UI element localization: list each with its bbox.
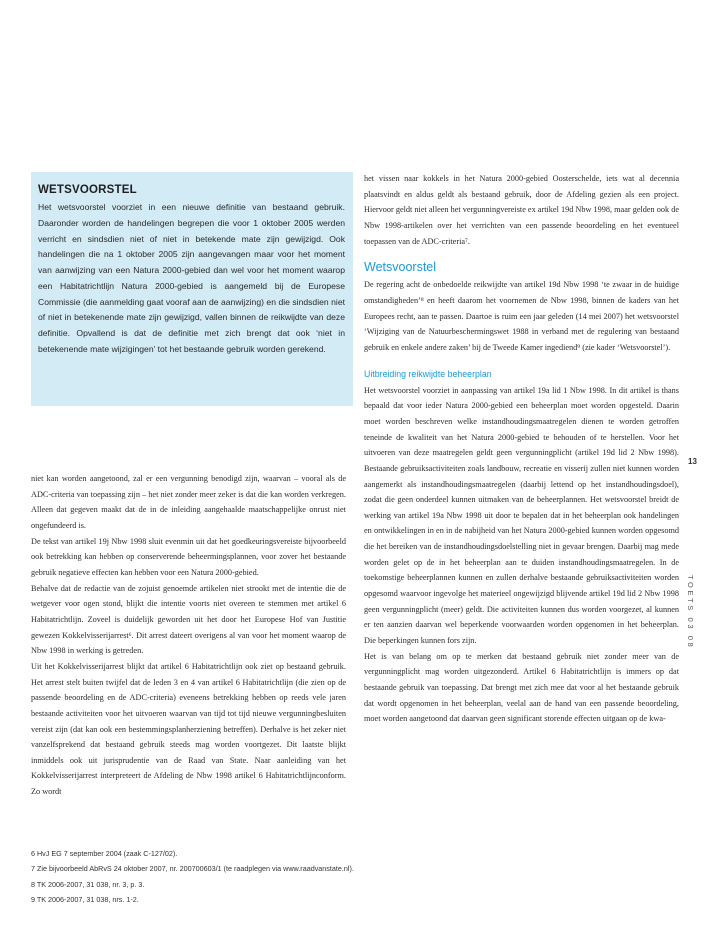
left-paragraph-2: De tekst van artikel 19j Nbw 1998 sluit evenmin uit dat het goedkeuringsvereiste bijvoorbeeld ook betrekking kan hebben op conserverende beheermingsplannen, voor zover het bestaande gebruik negatieve effecten kan hebben voor een Natura 2000-gebied. [31,536,346,577]
section-paragraph: De regering acht de onbedoelde reikwijdte van artikel 19d Nbw 1998 ‘te zwaar in de huidige omstandigheden’⁸ en heeft daarom het voornemen de Nbw 1998, binnen de kaders van het Europees recht, aan te passen. Daartoe is ruim een jaar geleden (14 mei 2007) het wetsvoorstel ‘Wijziging van de Natuurbeschermingswet 1988 in verband met de regulering van bestaand gebruik en enkele andere zaken’ bij de Tweede Kamer ingediend⁹ (zie kader ‘Wetsvoorstel’). [364,280,679,352]
right-intro-paragraph: het vissen naar kokkels in het Natura 2000-gebied Oosterschelde, iets wat al decennia plaatsvindt en aldus geldt als bestaand gebruik, door de Afdeling gezien als een project. Hiervoor geldt niet alleen het vergunningvereiste ex artikel 19d Nbw 1998, maar gelden ook de Nbw 1998-artikelen over het verrichten van een passende beoordeling en het eventueel toepassen van de ADC-criteria⁷. [364,174,679,246]
footnote-9: 9 TK 2006-2007, 31 038, nrs. 1-2. [31,894,139,904]
sidebar-body: Het wetsvoorstel voorziet in een nieuwe definitie van bestaand gebruik. Daaronder worden de handelingen begrepen die voor 1 oktober 2005 werden verricht en sindsdien niet of niet in betekende mate zijn gewijzigd. Ook handelingen die na 1 oktober 2005 zijn aangevangen maar voor het moment van aanwijzing van een Natura 2000-gebied dan wel voor het moment waarop een Habitatrichtlijn Natura 2000-gebied is aangemeld bij de Europese Commissie (die aanmelding gaat vooraf aan de aanwijzing) en die sindsdien niet of niet in betekenende mate zijn gewijzigd, vallen binnen de reikwijdte van deze definitie. Opvallend is dat de definitie met zich brengt dat ook ‘niet in betekenende mate wijzigingen’ tot het bestaande gebruik worden gerekend. [38,202,345,354]
footnotes [31,846,651,907]
left-paragraph-3: Behalve dat de redactie van de zojuist genoemde artikelen niet strookt met de intentie die de wetgever voor ogen stond, blijkt die intentie voorts niet overeen te stemmen met artikel 6 Habitatrichtlijn. Zoveel is duidelijk geworden uit het door het Europese Hof van Justitie gewezen Kokkelvisserijarrest⁶. Dit arrest dateert overigens al van voor het moment waarop de Nbw 1998 in werking is getreden. [31,583,346,656]
footnote-8: 8 TK 2006-2007, 31 038, nr. 3, p. 3. [31,879,145,889]
sidebar-title: WETSVOORSTEL [38,184,137,196]
subsection-paragraph-1: Het wetsvoorstel voorziet in aanpassing van artikel 19a lid 1 Nbw 1998. In dit artikel is thans bepaald dat voor ieder Natura 2000-gebied een beheerplan moet worden opgesteld. Daarin moet worden beschreven welke instandhoudingsmaatregelen dienen te worden getroffen teneinde de kwaliteit van het Natura 2000-gebied te behouden of te herstellen. Voor het uitvoeren van deze maatregelen geldt geen vergunningplicht (artikel 19d lid 2 Nbw 1998). Bestaande gebruiksactiviteiten zoals landbouw, recreatie en visserij zullen niet kunnen worden aangemerkt als instandhoudingsmaatregelen (daarbij lettend op het instandhoudingsdoel), zodat die geen onderdeel kunnen uitmaken van de beheerplannen. Het wetsvoorstel breidt de werking van artikel 19a Nbw 1998 uit door te bepalen dat in het beheerplan ook handelingen en ontwikkelingen in en in de nabijheid van het Natura 2000-gebied kunnen worden opgesomd die het bereiken van de instandhoudingsdoelstelling niet in gevaar brengen. Daarbij mag mede worden gelet op de in het beheerplan aan te duiden instandhoudingsmaatregelen. In de toekomstige beheerplannen kunnen en zullen derhalve bestaande gebruiksactiviteiten worden opgesomd waarvoor ingevolge het materieel ongewijzigd blijvende artikel 19d lid 2 Nbw 1998 geen vergunningplicht (meer) geldt. Die activiteiten kunnen dus worden voorgezet, al kunnen er ten aanzien daarvan wel beperkende voorwaarden worden opgenomen in het beheerplan. Die beperkingen kunnen fors zijn. [364,385,679,646]
subsection-paragraph-2: Het is van belang om op te merken dat bestaand gebruik niet zonder meer van de vergunningplicht mag worden uitgezonderd. Artikel 6 Habitatrichtlijn is immers op dat bestaande gebruik van toepassing. Dat brengt met zich mee dat voor al het bestaande gebruik dat wordt opgenomen in het beheerplan, veelal aan de hand van een passende beoordeling, moet worden aangetoond dat daarvan geen significant storende effecten uitgaan op de kwa- [364,651,679,724]
running-head: TOETS 03 08 [686,575,695,650]
sidebar-box [31,172,353,406]
section-heading: Wetsvoorstel [364,260,437,275]
left-paragraph-4: Uit het Kokkelvisserijarrest blijkt dat artikel 6 Habitatrichtlijn ook ziet op bestaand gebruik. Het arrest stelt buiten twijfel dat de leden 3 en 4 van artikel 6 Habitatrichtlijn (die zien op de passende beoordeling en de ADC-criteria) eveneens betrekking hebben op reeds vele jaren bestaande activiteiten voor het uitvoeren waarvan van tijd tot tijd nieuwe vergunningbesluiten vereist zijn (dat kan ook een bestemmingsplanherziening betreffen). Derhalve is het zeker niet vanzelfsprekend dat bestaand gebruik steeds mag worden voortgezet. Dit laatste blijkt inmiddels ook uit jurisprudentie van de Raad van State. Naar aanleiding van het Kokkelvisserijarrest interpreteert de Afdeling de Nbw 1998 artikel 6 Habitatrichtlijnconform. Zo wordt [31,661,346,797]
left-column [31,471,346,800]
right-column [364,171,679,727]
left-paragraph-1: niet kan worden aangetoond, zal er een vergunning benodigd zijn, waarvan – vooral als de ADC-criteria van toepassing zijn – het niet zonder meer zeker is dat die kan worden verkregen. Alleen dat gegeven maakt dat de in de inleiding aangehaalde maatschappelijke onrust niet ongefundeerd is. [31,474,346,530]
subsection-heading: Uitbreiding reikwijdte beheerplan [364,368,492,379]
page-number: 13 [688,457,697,466]
footnote-6: 6 HvJ EG 7 september 2004 (zaak C-127/02). [31,849,178,858]
footnote-7: 7 Zie bijvoorbeeld AbRvS 24 oktober 2007, nr. 200700603/1 (te raadplegen via www.raadvanstate.nl). [31,864,354,874]
